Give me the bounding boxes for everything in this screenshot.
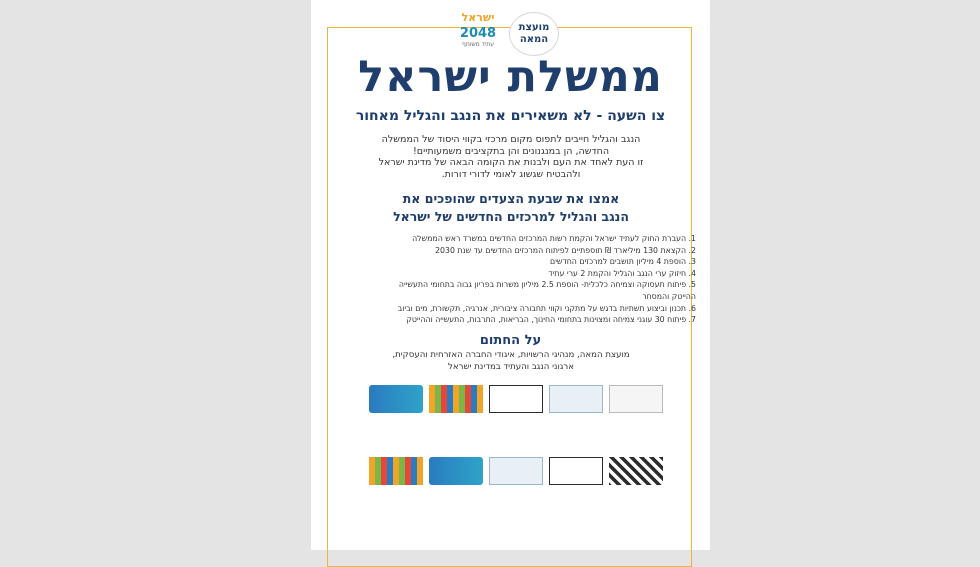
signatories-grid <box>363 383 663 523</box>
step-item: 2. הקצאת 130 מיליארד ₪ תוספתיים לפיתוח המרכזים החדשים עד שנת 2030 <box>435 245 696 255</box>
organization-logo <box>369 385 423 413</box>
organization-logo <box>549 457 603 485</box>
council-logo-line2: המאה <box>519 34 549 45</box>
organization-logo <box>369 457 423 485</box>
israel-logo-tagline: עתיד משותף <box>462 41 494 48</box>
organization-logo <box>489 385 543 413</box>
council-logo-line1: מועצת <box>518 22 550 33</box>
step-item: 5. פיתוח תעסוקה וצמיחה כלכלית- הוספת 2.5 מיליון משרות בפריון גבוה בתחומי התעשייה <box>398 280 696 290</box>
step-item: 4. חיזוק ערי הנגב והגליל והקמת 2 ערי עתיד <box>548 268 696 278</box>
signatories-line: ארגוני הנגב והעתיד במדינת ישראל <box>448 361 574 372</box>
signatory-block <box>363 455 429 485</box>
organization-logo <box>489 457 543 485</box>
signatory-block <box>483 383 549 413</box>
intro-line: זו העת לאחד את העם ולבנות את הקומה הבאה של מדינת ישראל <box>378 157 644 168</box>
section-heading-line: אמצו את שבעת הצעדים שהופכים את <box>402 191 620 206</box>
section-heading-line: הנגב והגליל למרכזים החדשים של ישראל <box>393 209 629 224</box>
page-subtitle: צו השעה - לא משאירים את הנגב והגליל מאחור <box>355 108 666 124</box>
step-item: 7. פיתוח 30 עוגני צמיחה ומצוינות בתחומי החינוך, הבריאות, התרבות, התעשייה וההייטק <box>406 315 696 325</box>
step-item: 6. תכנון וביצוע תשתיות בדגש על מתקני וקווי תחבורה ציבורית, אנרגיה, תקשורת, מים וביוב <box>397 303 696 313</box>
signatory-block <box>603 455 669 485</box>
signatory-block <box>603 383 669 413</box>
intro-line: החדשה, הן במנגנונים והן בתקציבים משמעותיים! <box>412 145 610 157</box>
signatories-line: מועצת המאה, מנהיגי הרשויות, איגודי החברה האזרחית והעסקית, <box>392 350 630 360</box>
israel-2048-logo <box>453 12 503 56</box>
section-heading <box>341 190 681 226</box>
document-page <box>311 0 710 550</box>
organization-logo <box>429 385 483 413</box>
signatory-block <box>423 383 489 413</box>
signatories-title: על החתום <box>479 333 542 348</box>
signatories-text <box>351 350 671 373</box>
step-item: 3. הוספת 4 מיליון תושבים למרכזים החדשים <box>550 257 696 267</box>
intro-line: הנגב והגליל חייבים לתפוס מקום מרכזי בקווי היסוד של הממשלה <box>381 134 641 145</box>
page-title: ממשלת ישראל <box>358 52 663 102</box>
organization-logo <box>429 457 483 485</box>
signatory-block <box>543 455 609 485</box>
council-logo <box>509 12 559 56</box>
signatory-block <box>423 455 489 485</box>
signatory-block <box>543 383 609 413</box>
organization-logo <box>609 457 663 485</box>
steps-list <box>341 233 696 326</box>
intro-line: ולהבטיח שגשוג לאומי לדורי דורות. <box>441 168 581 180</box>
intro-paragraph <box>351 134 671 180</box>
organization-logo <box>609 385 663 413</box>
organization-logo <box>549 385 603 413</box>
header-logos <box>311 12 710 56</box>
signatory-block <box>363 383 429 413</box>
step-item: 1. העברת החוק לעתיד ישראל והקמת רשות המרכזים החדשים במשרד ראש הממשלה <box>412 234 696 243</box>
israel-logo-number: 2048 <box>459 26 497 41</box>
israel-logo-text: ישראל <box>461 11 495 24</box>
signatory-block <box>483 455 549 485</box>
step-item-continuation: ההייטק והמסחר <box>642 291 696 301</box>
